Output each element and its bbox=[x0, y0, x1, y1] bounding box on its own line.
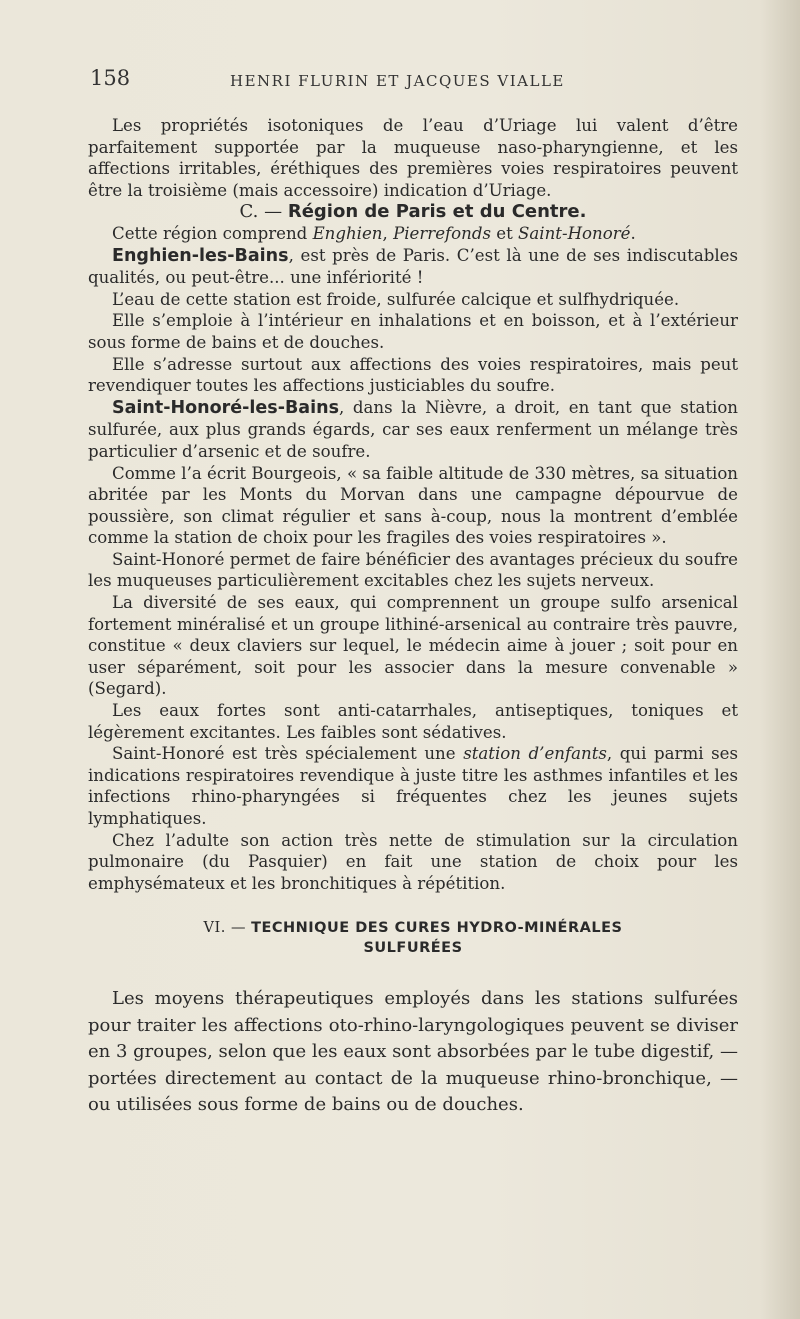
paragraph: Les moyens thérapeutiques employés dans les stations sulfurées pour traiter les affections oto-rhino-laryngologiques peuvent se diviser en 3 groupes, selon que les eaux sont absorbées par le tube digestif, — portées directement au contact de la muqueuse rhino-bronchique, — ou utilisées sous forme de bains ou de douches. bbox=[88, 988, 738, 1115]
place-enghien: Enghien bbox=[312, 223, 383, 243]
paragraph: Chez l’adulte son action très nette de stimulation sur la circulation pulmonaire (du Pasquier) en fait une station de choix pour les emphysémateux et les bronchitiques à répétition. bbox=[88, 830, 738, 893]
paragraph: Elle s’emploie à l’intérieur en inhalations et en boisson, et à l’extérieur sous forme de bains et de douches. bbox=[88, 311, 738, 352]
paragraph: L’eau de cette station est froide, sulfurée calcique et sulfhydriquée. bbox=[112, 289, 680, 309]
section-title: Région de Paris et du Centre. bbox=[287, 201, 587, 223]
paragraph: Saint-Honoré permet de faire bénéficier des avantages précieux du soufre les muqueuses particulièrement excitables chez les sujets nerveux. bbox=[88, 549, 738, 591]
spa-name-saint-honore: Saint-Honoré-les-Bains bbox=[112, 397, 339, 418]
chapter-title-line2: SULFURÉES bbox=[363, 940, 463, 957]
paragraph: Elle s’adresse surtout aux affections des voies respiratoires, mais peut revendiquer toutes les affections justiciables du soufre. bbox=[88, 354, 738, 396]
spa-name-enghien: Enghien-les-Bains bbox=[112, 245, 289, 266]
text-run: , est près de Paris. C’est là une de ses indiscutables qualités, ou peut-être... une infériorité ! bbox=[88, 245, 738, 288]
chapter-heading bbox=[88, 918, 738, 958]
paragraph bbox=[88, 223, 738, 245]
paragraph bbox=[88, 743, 738, 829]
text-run: et bbox=[491, 223, 519, 243]
section-label: C. — bbox=[239, 201, 283, 223]
chapter-number: VI. — bbox=[203, 920, 246, 937]
chapter-heading-line1 bbox=[88, 918, 738, 938]
page-number: 158 bbox=[90, 66, 131, 90]
running-title: HENRI FLURIN ET JACQUES VIALLE bbox=[230, 72, 565, 90]
paragraph: La diversité de ses eaux, qui comprennent un groupe sulfo arsenical fortement minéralisé et un groupe lithiné-arsenical au contraire très pauvre, constitue « deux claviers sur lequel, le médecin aime à jouer ; soit pour en user séparément, soit pour les associer dans la mesure convenable » (Segard). bbox=[88, 593, 738, 699]
running-head bbox=[90, 66, 730, 96]
text-run: , dans la Nièvre, a droit, en tant que station sulfurée, aux plus grands égards, car ses eaux renferment un mélange très particulier d’arsenic et de soufre. bbox=[88, 397, 738, 461]
body-text bbox=[88, 115, 738, 1118]
paragraph: Les eaux fortes sont anti-catarrhales, antiseptiques, toniques et légèrement excitantes. Les faibles sont sédatives. bbox=[88, 701, 738, 742]
text-run: . bbox=[630, 223, 636, 243]
section-heading bbox=[88, 201, 738, 223]
chapter-title-line1: TECHNIQUE DES CURES HYDRO-MINÉRALES bbox=[251, 920, 623, 937]
paragraph: Les propriétés isotoniques de l’eau d’Uriage lui valent d’être parfaitement supportée par la muqueuse naso-pharyngienne, et les affections irritables, éréthiques des premières voies respiratoires peuvent être la troisième (mais accessoire) indication d’Uriage. bbox=[88, 116, 738, 200]
paragraph bbox=[88, 397, 738, 463]
place-saint-honore: Saint-Honoré bbox=[518, 223, 631, 243]
text-run: , qui parmi ses indications respiratoires revendique à juste titre les asthmes infantiles et les infections rhino-pharyngées si fréquentes chez les jeunes sujets lymphatiques. bbox=[88, 744, 738, 828]
text-run: Cette région comprend bbox=[112, 223, 313, 243]
text-run: Saint-Honoré est très spécialement une bbox=[112, 744, 464, 764]
text-run: , bbox=[382, 223, 394, 243]
paragraph bbox=[88, 245, 738, 289]
paragraph: Comme l’a écrit Bourgeois, « sa faible altitude de 330 mètres, sa situation abritée par les Monts du Morvan dans une campagne dépourvue de poussière, son climat régulier et sans à-coup, nous la montrent d’emblée comme la station de choix pour les fragiles des voies respiratoires ». bbox=[88, 463, 738, 548]
place-pierrefonds: Pierrefonds bbox=[393, 223, 491, 243]
station-enfants: station d’enfants bbox=[463, 744, 607, 764]
